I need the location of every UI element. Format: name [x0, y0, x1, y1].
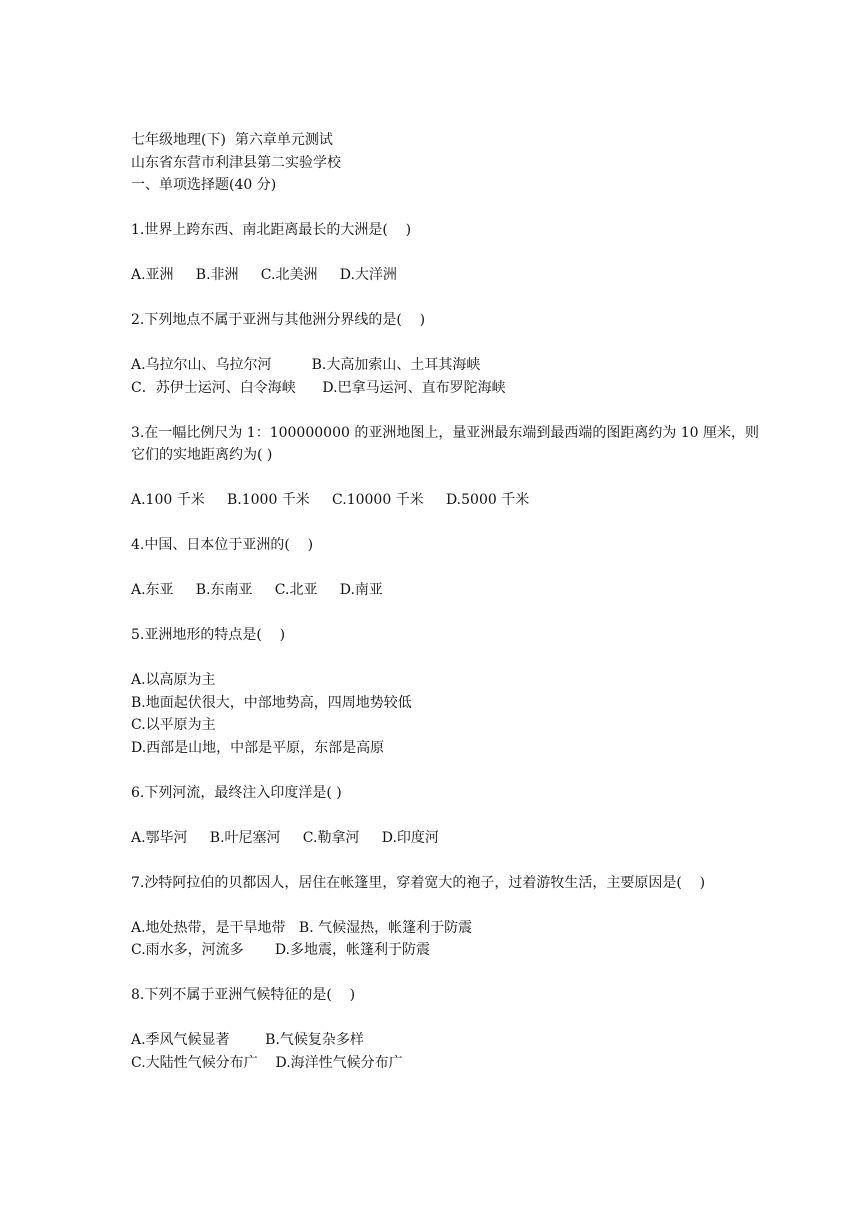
question-5-stem: 5.亚洲地形的特点是( ) [131, 627, 286, 643]
document-title: 七年级地理(下) 第六章单元测试 [131, 132, 333, 148]
question-2-options-row-1: A.乌拉尔山、乌拉尔河 B.大高加索山、土耳其海峡 [131, 357, 481, 373]
school-name: 山东省东营市利津县第二实验学校 [131, 154, 341, 171]
question-3-options: A.100 千米 B.1000 千米 C.10000 千米 D.5000 千米 [131, 492, 530, 508]
question-7-options-row-2: C.雨水多，河流多 D.多地震，帐篷利于防震 [131, 942, 430, 958]
question-7-options-row-1: A.地处热带，是干旱地带 B. 气候湿热，帐篷利于防震 [131, 919, 473, 936]
question-2-options-row-2: C．苏伊士运河、白令海峡 D.巴拿马运河、直布罗陀海峡 [131, 379, 506, 396]
question-6-stem: 6.下列河流，最终注入印度洋是( ) [131, 784, 342, 801]
question-4-stem: 4.中国、日本位于亚洲的( ) [131, 537, 314, 553]
question-5-option-a: A.以高原为主 [131, 672, 216, 688]
question-8-options-row-2: C.大陆性气候分布广 D.海洋性气候分布广 [131, 1054, 403, 1071]
question-5-option-c: C.以平原为主 [131, 717, 216, 733]
question-4-options: A.东亚 B.东南亚 C.北亚 D.南亚 [131, 582, 383, 598]
question-5-option-b: B.地面起伏很大，中部地势高，四周地势较低 [131, 694, 412, 711]
question-1-options: A.亚洲 B.非洲 C.北美洲 D.大洋洲 [131, 267, 397, 283]
question-8-stem: 8.下列不属于亚洲气候特征的是( ) [131, 987, 356, 1003]
question-1-stem: 1.世界上跨东西、南北距离最长的大洲是( ) [131, 222, 412, 238]
question-6-options: A.鄂毕河 B.叶尼塞河 C.勒拿河 D.印度河 [131, 829, 439, 846]
question-5-option-d: D.西部是山地，中部是平原，东部是高原 [131, 739, 385, 756]
question-3-stem: 3.在一幅比例尺为 1：100000000 的亚洲地图上，量亚洲最东端到最西端的图距离约为 10 厘米，则它们的实地距离约为( ) [131, 424, 760, 463]
question-2-stem: 2.下列地点不属于亚洲与其他洲分界线的是( ) [131, 312, 426, 328]
document-page [131, 129, 771, 1074]
question-7-stem: 7.沙特阿拉伯的贝都因人，居住在帐篷里，穿着宽大的袍子，过着游牧生活，主要原因是( ) [131, 874, 706, 891]
question-8-options-row-1: A.季风气候显著 B.气候复杂多样 [131, 1032, 364, 1048]
section-heading: 一、单项选择题(40 分) [131, 177, 277, 193]
